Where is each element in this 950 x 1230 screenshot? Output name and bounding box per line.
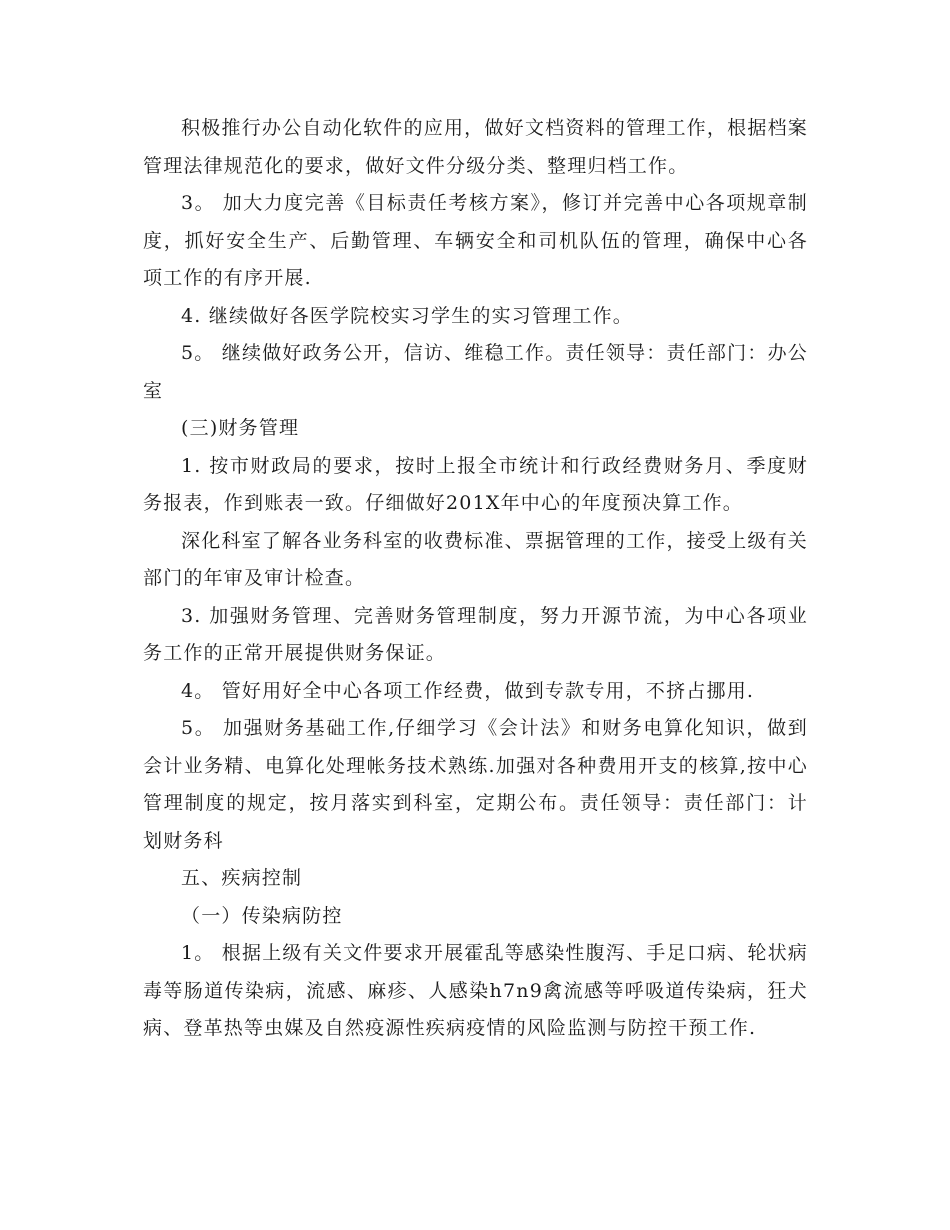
document-body: [143, 110, 808, 1048]
paragraph-finance-item-5: 5。 加强财务基础工作,仔细学习《会计法》和财务电算化知识，做到会计业务精、电算化处理帐务技术熟练.加强对各种费用开支的核算,按中心管理制度的规定，按月落实到科室，定期公布。责任领导：责任部门：计划财务科: [143, 717, 808, 852]
subsection-heading-infectious-disease: （一）传染病防控: [181, 904, 343, 927]
section-heading-finance: (三)财务管理: [181, 417, 300, 439]
paragraph-office-automation: 积极推行办公自动化软件的应用，做好文档资料的管理工作，根据档案管理法律规范化的要求，做好文件分级分类、整理归档工作。: [143, 117, 808, 177]
paragraph-finance-item-4: 4。 管好用好全中心各项工作经费，做到专款专用，不挤占挪用.: [181, 679, 755, 702]
paragraph-finance-item-3: 3. 加强财务管理、完善财务管理制度，努力开源节流，为中心各项业务工作的正常开展提供财务保证。: [143, 604, 808, 664]
paragraph-item-5-government-affairs: 5。 继续做好政务公开，信访、维稳工作。责任领导：责任部门：办公室: [143, 342, 808, 402]
paragraph-item-3-responsibility-plan: 3。 加大力度完善《目标责任考核方案》，修订并完善中心各项规章制度，抓好安全生产、后勤管理、车辆安全和司机队伍的管理，确保中心各项工作的有序开展.: [143, 192, 808, 289]
section-heading-disease-control: 五、疾病控制: [181, 867, 303, 889]
paragraph-finance-item-1: 1. 按市财政局的要求，按时上报全市统计和行政经费财务月、季度财务报表，作到账表一致。仔细做好201X年中心的年度预决算工作。: [143, 454, 808, 514]
paragraph-infectious-disease-item-1: 1。 根据上级有关文件要求开展霍乱等感染性腹泻、手足口病、轮状病毒等肠道传染病，流感、麻疹、人感染h7n9禽流感等呼吸道传染病，狂犬病、登革热等虫媒及自然疫源性疾病疫情的风险监测与防控干预工作.: [143, 942, 808, 1039]
paragraph-item-4-internship: 4. 继续做好各医学院校实习学生的实习管理工作。: [181, 304, 633, 327]
paragraph-finance-fees: 深化科室了解各业务科室的收费标准、票据管理的工作，接受上级有关部门的年审及审计检查。: [143, 529, 808, 589]
